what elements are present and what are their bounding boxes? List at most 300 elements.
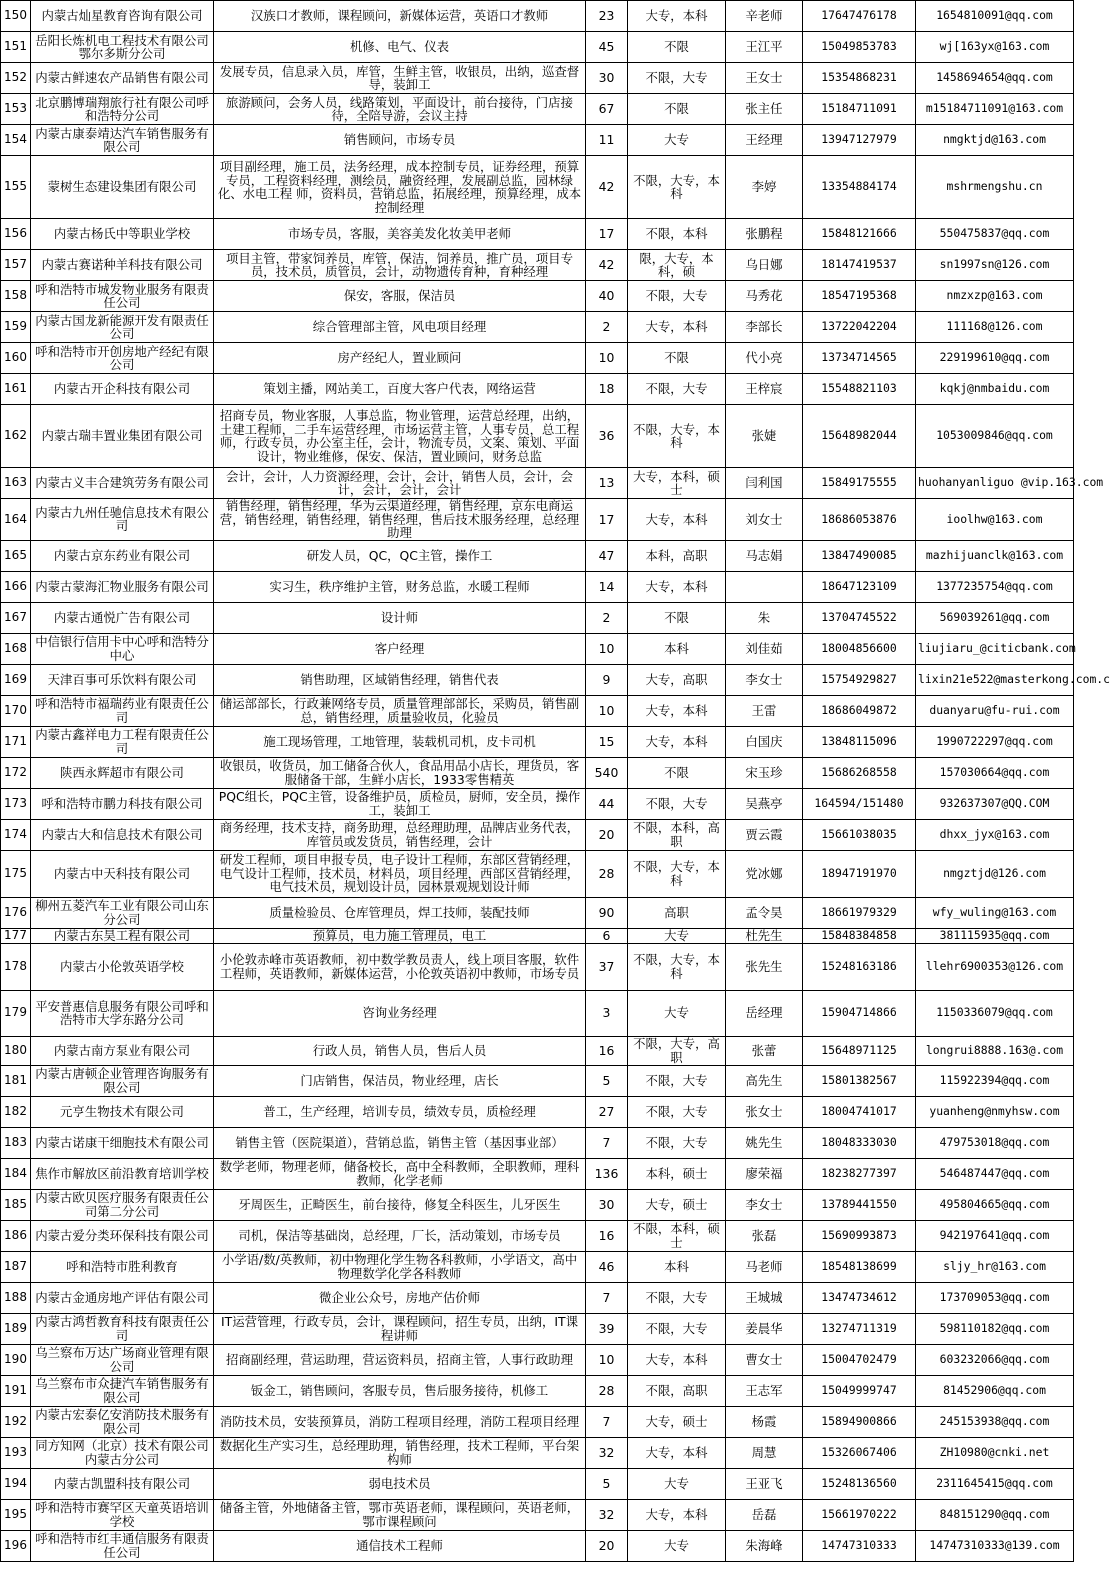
education-requirement-cell: 不限，大专 — [628, 1313, 726, 1344]
positions-cell: 会计，会计，人力资源经理，会计，会计，销售人员，会计，会计，会计，会计，会计 — [214, 468, 586, 499]
email-address-cell: 81452906@qq.com — [916, 1375, 1074, 1406]
positions-cell: 旅游顾问，会务人员，线路策划，平面设计，前台接待，门店接待，全陪导游，会议主持 — [214, 94, 586, 125]
contact-person-cell: 马志娟 — [726, 540, 803, 571]
company-name-cell: 焦作市解放区前沿教育培训学校 — [31, 1158, 214, 1189]
headcount-cell: 11 — [586, 125, 628, 156]
row-number-cell: 164 — [1, 499, 31, 541]
phone-number-cell: 15248163186 — [803, 943, 916, 990]
headcount-cell: 7 — [586, 1406, 628, 1437]
phone-number-cell: 18947191970 — [803, 850, 916, 897]
table-row — [1, 943, 1074, 990]
row-number-cell: 165 — [1, 540, 31, 571]
row-number-cell: 168 — [1, 633, 31, 664]
row-number-cell: 172 — [1, 757, 31, 788]
company-name-cell: 呼和浩特市红丰通信服务有限责任公司 — [31, 1530, 214, 1561]
company-name-cell: 乌兰察布市众捷汽车销售服务有限公司 — [31, 1375, 214, 1406]
email-address-cell: lixin21e522@masterkong.com.c — [916, 664, 1074, 695]
company-name-cell: 柳州五菱汽车工业有限公司山东分公司 — [31, 897, 214, 928]
education-requirement-cell: 大专，本科 — [628, 1, 726, 32]
phone-number-cell: 15004702479 — [803, 1344, 916, 1375]
headcount-cell: 36 — [586, 405, 628, 468]
positions-cell: 销售顾问，市场专员 — [214, 125, 586, 156]
education-requirement-cell: 不限，大专 — [628, 788, 726, 819]
headcount-cell: 3 — [586, 990, 628, 1036]
contact-person-cell: 王亚飞 — [726, 1468, 803, 1499]
headcount-cell: 30 — [586, 63, 628, 94]
email-address-cell: huohanyanliguo @vip.163.com — [916, 468, 1074, 499]
education-requirement-cell: 大专，硕士 — [628, 1189, 726, 1220]
table-row — [1, 1375, 1074, 1406]
education-requirement-cell: 不限，高职 — [628, 1375, 726, 1406]
email-address-cell: 2311645415@qq.com — [916, 1468, 1074, 1499]
positions-cell: PQC组长，PQC主管，设备维护员，质检员，厨师，安全员，操作工，装卸工 — [214, 788, 586, 819]
contact-person-cell: 李女士 — [726, 664, 803, 695]
row-number-cell: 155 — [1, 156, 31, 219]
contact-person-cell: 宋玉珍 — [726, 757, 803, 788]
table-row — [1, 343, 1074, 374]
phone-number-cell: 15548821103 — [803, 374, 916, 405]
education-requirement-cell: 大专，本科 — [628, 499, 726, 541]
headcount-cell: 32 — [586, 1437, 628, 1468]
email-address-cell: nmzxzp@163.com — [916, 281, 1074, 312]
email-address-cell: liujiaru_@citicbank.com — [916, 633, 1074, 664]
contact-person-cell: 刘女士 — [726, 499, 803, 541]
phone-number-cell: 15686268558 — [803, 757, 916, 788]
headcount-cell: 40 — [586, 281, 628, 312]
headcount-cell: 7 — [586, 1127, 628, 1158]
headcount-cell: 10 — [586, 695, 628, 726]
phone-number-cell: 15801382567 — [803, 1065, 916, 1096]
table-row — [1, 850, 1074, 897]
headcount-cell: 20 — [586, 819, 628, 850]
company-name-cell: 内蒙古开企科技有限公司 — [31, 374, 214, 405]
company-name-cell: 呼和浩特市胜利教育 — [31, 1251, 214, 1282]
contact-person-cell: 李部长 — [726, 312, 803, 343]
row-number-cell: 170 — [1, 695, 31, 726]
education-requirement-cell: 高职 — [628, 897, 726, 928]
positions-cell: 咨询业务经理 — [214, 990, 586, 1036]
education-requirement-cell: 不限 — [628, 94, 726, 125]
contact-person-cell: 姜晨华 — [726, 1313, 803, 1344]
contact-person-cell: 贾云霞 — [726, 819, 803, 850]
email-address-cell: sljy_hr@163.com — [916, 1251, 1074, 1282]
table-row — [1, 1530, 1074, 1561]
email-address-cell: ZH10980@cnki.net — [916, 1437, 1074, 1468]
positions-cell: 综合管理部主管，风电项目经理 — [214, 312, 586, 343]
phone-number-cell: 14747310333 — [803, 1530, 916, 1561]
phone-number-cell: 18686049872 — [803, 695, 916, 726]
contact-person-cell: 王经理 — [726, 125, 803, 156]
phone-number-cell: 13274711319 — [803, 1313, 916, 1344]
positions-cell: 通信技术工程师 — [214, 1530, 586, 1561]
table-row — [1, 1499, 1074, 1530]
table-row — [1, 757, 1074, 788]
headcount-cell: 32 — [586, 1499, 628, 1530]
email-address-cell: nmgktjd@163.com — [916, 125, 1074, 156]
headcount-cell: 30 — [586, 1189, 628, 1220]
row-number-cell: 180 — [1, 1036, 31, 1065]
contact-person-cell: 廖荣福 — [726, 1158, 803, 1189]
education-requirement-cell: 不限，大专 — [628, 281, 726, 312]
positions-cell: 销售助理，区域销售经理，销售代表 — [214, 664, 586, 695]
education-requirement-cell: 不限，大专 — [628, 63, 726, 94]
table-row — [1, 250, 1074, 281]
phone-number-cell: 18547195368 — [803, 281, 916, 312]
headcount-cell: 37 — [586, 943, 628, 990]
headcount-cell: 67 — [586, 94, 628, 125]
contact-person-cell: 刘佳茹 — [726, 633, 803, 664]
headcount-cell: 28 — [586, 1375, 628, 1406]
education-requirement-cell: 大专 — [628, 990, 726, 1036]
row-number-cell: 191 — [1, 1375, 31, 1406]
row-number-cell: 179 — [1, 990, 31, 1036]
positions-cell: 招商专员，物业客服，人事总监，物业管理，运营总经理，出纳，土建工程师，二手车运营经理，市场运营主管，人事专员，总工程师，行政专员，办公室主任，会计，物流专员，文案、策划、平面设计，物业维修，保安、保洁，置业顾问，财务总监 — [214, 405, 586, 468]
table-row — [1, 1158, 1074, 1189]
headcount-cell: 5 — [586, 1468, 628, 1499]
headcount-cell: 2 — [586, 602, 628, 633]
contact-person-cell: 朱 — [726, 602, 803, 633]
headcount-cell: 13 — [586, 468, 628, 499]
email-address-cell: kqkj@nmbaidu.com — [916, 374, 1074, 405]
email-address-cell: 848151290@qq.com — [916, 1499, 1074, 1530]
table-row — [1, 633, 1074, 664]
row-number-cell: 184 — [1, 1158, 31, 1189]
phone-number-cell: 18548138699 — [803, 1251, 916, 1282]
email-address-cell: 942197641@qq.com — [916, 1220, 1074, 1251]
contact-person-cell: 张鹏程 — [726, 219, 803, 250]
phone-number-cell: 15848121666 — [803, 219, 916, 250]
email-address-cell: 495804665@qq.com — [916, 1189, 1074, 1220]
phone-number-cell: 13474734612 — [803, 1282, 916, 1313]
table-row — [1, 788, 1074, 819]
headcount-cell: 39 — [586, 1313, 628, 1344]
positions-cell: 弱电技术员 — [214, 1468, 586, 1499]
company-name-cell: 内蒙古赛诺种羊科技有限公司 — [31, 250, 214, 281]
company-name-cell: 内蒙古蒙海汇物业服务有限公司 — [31, 571, 214, 602]
phone-number-cell: 13789441550 — [803, 1189, 916, 1220]
table-row — [1, 1282, 1074, 1313]
positions-cell: 实习生，秩序维护主管，财务总监，水暖工程师 — [214, 571, 586, 602]
company-name-cell: 中信银行信用卡中心呼和浩特分中心 — [31, 633, 214, 664]
education-requirement-cell: 大专，本科 — [628, 1344, 726, 1375]
positions-cell: 行政人员，销售人员，售后人员 — [214, 1036, 586, 1065]
email-address-cell: mshrmengshu.cn — [916, 156, 1074, 219]
phone-number-cell: 15849175555 — [803, 468, 916, 499]
contact-person-cell: 马秀花 — [726, 281, 803, 312]
headcount-cell: 17 — [586, 219, 628, 250]
table-row — [1, 726, 1074, 757]
headcount-cell: 46 — [586, 1251, 628, 1282]
education-requirement-cell: 不限 — [628, 757, 726, 788]
table-row — [1, 63, 1074, 94]
email-address-cell: wj[163yx@163.com — [916, 32, 1074, 63]
email-address-cell: 173709053@qq.com — [916, 1282, 1074, 1313]
contact-person-cell: 王雷 — [726, 695, 803, 726]
company-name-cell: 内蒙古金通房地产评估有限公司 — [31, 1282, 214, 1313]
company-name-cell: 内蒙古诺康干细胞技术有限公司 — [31, 1127, 214, 1158]
email-address-cell: mazhijuanclk@163.com — [916, 540, 1074, 571]
company-name-cell: 同方知网（北京）技术有限公司内蒙古分公司 — [31, 1437, 214, 1468]
company-name-cell: 内蒙古杨氏中等职业学校 — [31, 219, 214, 250]
positions-cell: 数学老师，物理老师，储备校长，高中全科教师，全职教师，理科教师，化学老师 — [214, 1158, 586, 1189]
company-name-cell: 内蒙古欧贝医疗服务有限责任公司第二分公司 — [31, 1189, 214, 1220]
row-number-cell: 176 — [1, 897, 31, 928]
positions-cell: 储备主管，外地储备主管，鄂市英语老师，课程顾问，英语老师，鄂市课程顾问 — [214, 1499, 586, 1530]
headcount-cell: 45 — [586, 32, 628, 63]
contact-person-cell: 王江平 — [726, 32, 803, 63]
contact-person-cell: 孟令昊 — [726, 897, 803, 928]
company-name-cell: 呼和浩特市福瑞药业有限责任公司 — [31, 695, 214, 726]
headcount-cell: 18 — [586, 374, 628, 405]
headcount-cell: 6 — [586, 928, 628, 943]
education-requirement-cell: 大专 — [628, 1468, 726, 1499]
education-requirement-cell: 大专 — [628, 1530, 726, 1561]
contact-person-cell: 张女士 — [726, 1096, 803, 1127]
phone-number-cell: 18238277397 — [803, 1158, 916, 1189]
company-name-cell: 内蒙古通悦广告有限公司 — [31, 602, 214, 633]
email-address-cell: 14747310333@139.com — [916, 1530, 1074, 1561]
headcount-cell: 42 — [586, 250, 628, 281]
education-requirement-cell: 不限，大专，本科 — [628, 156, 726, 219]
company-name-cell: 内蒙古灿星教育咨询有限公司 — [31, 1, 214, 32]
table-row — [1, 219, 1074, 250]
phone-number-cell: 18647123109 — [803, 571, 916, 602]
positions-cell: 销售经理，销售经理，华为云渠道经理，销售经理，京东电商运营，销售经理，销售经理，销售经理，售后技术服务经理，总经理助理 — [214, 499, 586, 541]
contact-person-cell: 李婷 — [726, 156, 803, 219]
email-address-cell: 1150336079@qq.com — [916, 990, 1074, 1036]
positions-cell: 司机，保洁等基础岗，总经理，厂长，活动策划，市场专员 — [214, 1220, 586, 1251]
table-row — [1, 1437, 1074, 1468]
company-name-cell: 内蒙古东昊工程有限公司 — [31, 928, 214, 943]
email-address-cell: 1458694654@qq.com — [916, 63, 1074, 94]
phone-number-cell: 15184711091 — [803, 94, 916, 125]
row-number-cell: 196 — [1, 1530, 31, 1561]
company-name-cell: 内蒙古中天科技有限公司 — [31, 850, 214, 897]
positions-cell: 项目主管，带家饲养员，库管，保洁，饲养员，推广员，项目专员，技术员，质管员，会计，动物遗传育种，育种经理 — [214, 250, 586, 281]
email-address-cell: 381115935@qq.com — [916, 928, 1074, 943]
phone-number-cell: 15661970222 — [803, 1499, 916, 1530]
email-address-cell: 1990722297@qq.com — [916, 726, 1074, 757]
email-address-cell: yuanheng@nmyhsw.com — [916, 1096, 1074, 1127]
headcount-cell: 90 — [586, 897, 628, 928]
phone-number-cell: 15326067406 — [803, 1437, 916, 1468]
headcount-cell: 15 — [586, 726, 628, 757]
company-name-cell: 天津百事可乐饮料有限公司 — [31, 664, 214, 695]
phone-number-cell: 15248136560 — [803, 1468, 916, 1499]
company-name-cell: 内蒙古宏泰亿安消防技术服务有限公司 — [31, 1406, 214, 1437]
email-address-cell: wfy_wuling@163.com — [916, 897, 1074, 928]
table-body — [1, 1, 1110, 1562]
education-requirement-cell: 不限，大专，高职 — [628, 1036, 726, 1065]
company-name-cell: 岳阳长炼机电工程技术有限公司鄂尔多斯分公司 — [31, 32, 214, 63]
phone-number-cell: 13704745522 — [803, 602, 916, 633]
headcount-cell: 14 — [586, 571, 628, 602]
email-address-cell: nmgztjd@126.com — [916, 850, 1074, 897]
contact-person-cell: 乌日娜 — [726, 250, 803, 281]
contact-person-cell: 王女士 — [726, 63, 803, 94]
email-address-cell: duanyaru@fu-rui.com — [916, 695, 1074, 726]
company-name-cell: 呼和浩特市开创房地产经纪有限公司 — [31, 343, 214, 374]
row-number-cell: 156 — [1, 219, 31, 250]
row-number-cell: 154 — [1, 125, 31, 156]
company-name-cell: 呼和浩特市城发物业服务有限责任公司 — [31, 281, 214, 312]
headcount-cell: 47 — [586, 540, 628, 571]
positions-cell: 消防技术员，安装预算员，消防工程项目经理，消防工程项目经理 — [214, 1406, 586, 1437]
row-number-cell: 157 — [1, 250, 31, 281]
company-name-cell: 内蒙古鑫祥电力工程有限责任公司 — [31, 726, 214, 757]
table-row — [1, 571, 1074, 602]
phone-number-cell: 164594/151480 — [803, 788, 916, 819]
row-number-cell: 169 — [1, 664, 31, 695]
company-name-cell: 内蒙古国龙新能源开发有限责任公司 — [31, 312, 214, 343]
positions-cell: 汉族口才教师，课程顾问，新媒体运营，英语口才教师 — [214, 1, 586, 32]
education-requirement-cell: 不限，大专 — [628, 1282, 726, 1313]
positions-cell: 收银员，收货员，加工储备合伙人，食品用品小店长，理货员，客服储备干部，生鲜小店长，1933零售精英 — [214, 757, 586, 788]
headcount-cell: 10 — [586, 343, 628, 374]
row-number-cell: 160 — [1, 343, 31, 374]
company-name-cell: 内蒙古康泰靖达汽车销售服务有限公司 — [31, 125, 214, 156]
email-address-cell: 229199610@qq.com — [916, 343, 1074, 374]
email-address-cell: m15184711091@163.com — [916, 94, 1074, 125]
company-name-cell: 内蒙古大和信息技术有限公司 — [31, 819, 214, 850]
phone-number-cell: 18147419537 — [803, 250, 916, 281]
row-number-cell: 158 — [1, 281, 31, 312]
table-row — [1, 990, 1074, 1036]
contact-person-cell: 张磊 — [726, 1220, 803, 1251]
headcount-cell: 10 — [586, 1344, 628, 1375]
company-name-cell: 陕西永辉超市有限公司 — [31, 757, 214, 788]
table-row — [1, 312, 1074, 343]
row-number-cell: 193 — [1, 1437, 31, 1468]
positions-cell: 微企业公众号，房地产估价师 — [214, 1282, 586, 1313]
company-name-cell: 内蒙古瑞丰置业集团有限公司 — [31, 405, 214, 468]
company-name-cell: 乌兰察布万达广场商业管理有限公司 — [31, 1344, 214, 1375]
phone-number-cell: 18686053876 — [803, 499, 916, 541]
row-number-cell: 182 — [1, 1096, 31, 1127]
company-name-cell: 内蒙古鲜速农产品销售有限公司 — [31, 63, 214, 94]
headcount-cell: 27 — [586, 1096, 628, 1127]
company-name-cell: 内蒙古鸿哲教育科技有限责任公司 — [31, 1313, 214, 1344]
education-requirement-cell: 不限，大专 — [628, 1065, 726, 1096]
table-row — [1, 405, 1074, 468]
headcount-cell: 7 — [586, 1282, 628, 1313]
company-name-cell: 内蒙古义丰合建筑劳务有限公司 — [31, 468, 214, 499]
table-row — [1, 32, 1074, 63]
phone-number-cell: 15690993873 — [803, 1220, 916, 1251]
phone-number-cell: 17647476178 — [803, 1, 916, 32]
contact-person-cell: 王城城 — [726, 1282, 803, 1313]
education-requirement-cell: 不限，本科，高职 — [628, 819, 726, 850]
positions-cell: 储运部部长，行政兼网络专员，质量管理部部长，采购员，销售副总，销售经理，质量验收员，化验员 — [214, 695, 586, 726]
table-row — [1, 499, 1074, 541]
company-name-cell: 内蒙古南方泵业有限公司 — [31, 1036, 214, 1065]
headcount-cell: 17 — [586, 499, 628, 541]
headcount-cell: 20 — [586, 1530, 628, 1561]
phone-number-cell: 13848115096 — [803, 726, 916, 757]
table-row — [1, 1406, 1074, 1437]
contact-person-cell: 白国庆 — [726, 726, 803, 757]
contact-person-cell: 杨霞 — [726, 1406, 803, 1437]
phone-number-cell: 13722042204 — [803, 312, 916, 343]
education-requirement-cell: 本科，硕士 — [628, 1158, 726, 1189]
phone-number-cell: 13354884174 — [803, 156, 916, 219]
positions-cell: 项目副经理，施工员，法务经理，成本控制专员，证券经理，预算专员，工程资料经理，测绘员，融资经理，发展副总监，园林绿化、水电工程 师，资料员，营销总监，拓展经理，预算经理，成本控制经理 — [214, 156, 586, 219]
phone-number-cell: 15754929827 — [803, 664, 916, 695]
positions-cell: 数据化生产实习生，总经理助理，销售经理，技术工程师，平台架构师 — [214, 1437, 586, 1468]
positions-cell: 研发人员，QC，QC主管，操作工 — [214, 540, 586, 571]
row-number-cell: 174 — [1, 819, 31, 850]
positions-cell: 销售主管（医院渠道），营销总监，销售主管（基因事业部） — [214, 1127, 586, 1158]
education-requirement-cell: 大专，本科 — [628, 726, 726, 757]
row-number-cell: 167 — [1, 602, 31, 633]
table-row — [1, 374, 1074, 405]
email-address-cell: 550475837@qq.com — [916, 219, 1074, 250]
row-number-cell: 159 — [1, 312, 31, 343]
contact-person-cell: 王志军 — [726, 1375, 803, 1406]
email-address-cell: 932637307@QQ.COM — [916, 788, 1074, 819]
education-requirement-cell: 大专 — [628, 125, 726, 156]
positions-cell: 门店销售，保洁员，物业经理，店长 — [214, 1065, 586, 1096]
positions-cell: 研发工程师，项目申报专员，电子设计工程师，东部区营销经理，电气设计工程师，技术员，材料员，项目经理，西部区营销经理，电气技术员，规划设计员，园林景观规划设计师 — [214, 850, 586, 897]
email-address-cell: 1377235754@qq.com — [916, 571, 1074, 602]
education-requirement-cell: 大专，高职 — [628, 664, 726, 695]
contact-person-cell: 马老师 — [726, 1251, 803, 1282]
headcount-cell: 16 — [586, 1036, 628, 1065]
headcount-cell: 16 — [586, 1220, 628, 1251]
education-requirement-cell: 大专，本科 — [628, 695, 726, 726]
table-row — [1, 540, 1074, 571]
email-address-cell: 569039261@qq.com — [916, 602, 1074, 633]
contact-person-cell: 周慧 — [726, 1437, 803, 1468]
contact-person-cell: 张蕾 — [726, 1036, 803, 1065]
company-name-cell: 内蒙古九州任驰信息技术有限公司 — [31, 499, 214, 541]
email-address-cell: 115922394@qq.com — [916, 1065, 1074, 1096]
education-requirement-cell: 不限，大专，本科 — [628, 405, 726, 468]
company-name-cell: 蒙树生态建设集团有限公司 — [31, 156, 214, 219]
headcount-cell: 540 — [586, 757, 628, 788]
education-requirement-cell: 大专，本科，硕士 — [628, 468, 726, 499]
education-requirement-cell: 不限，本科，硕士 — [628, 1220, 726, 1251]
contact-person-cell: 吴燕亭 — [726, 788, 803, 819]
row-number-cell: 171 — [1, 726, 31, 757]
row-number-cell: 175 — [1, 850, 31, 897]
positions-cell: 保安，客服，保洁员 — [214, 281, 586, 312]
phone-number-cell: 18004741017 — [803, 1096, 916, 1127]
email-address-cell: dhxx_jyx@163.com — [916, 819, 1074, 850]
table-row — [1, 281, 1074, 312]
company-name-cell: 内蒙古爱分类环保科技有限公司 — [31, 1220, 214, 1251]
headcount-cell: 5 — [586, 1065, 628, 1096]
headcount-cell: 28 — [586, 850, 628, 897]
positions-cell: 施工现场管理，工地管理，装载机司机，皮卡司机 — [214, 726, 586, 757]
table-row — [1, 1096, 1074, 1127]
company-name-cell: 元亨生物技术有限公司 — [31, 1096, 214, 1127]
phone-number-cell: 15049999747 — [803, 1375, 916, 1406]
positions-cell: 设计师 — [214, 602, 586, 633]
row-number-cell: 189 — [1, 1313, 31, 1344]
education-requirement-cell: 不限，大专 — [628, 1127, 726, 1158]
table-row — [1, 94, 1074, 125]
company-name-cell: 呼和浩特市鹏力科技有限公司 — [31, 788, 214, 819]
phone-number-cell: 18048333030 — [803, 1127, 916, 1158]
table-row — [1, 602, 1074, 633]
table-row — [1, 1189, 1074, 1220]
contact-person-cell: 张婕 — [726, 405, 803, 468]
education-requirement-cell: 大专，本科 — [628, 1437, 726, 1468]
education-requirement-cell: 不限 — [628, 602, 726, 633]
phone-number-cell: 13847490085 — [803, 540, 916, 571]
education-requirement-cell: 不限，大专，本科 — [628, 943, 726, 990]
